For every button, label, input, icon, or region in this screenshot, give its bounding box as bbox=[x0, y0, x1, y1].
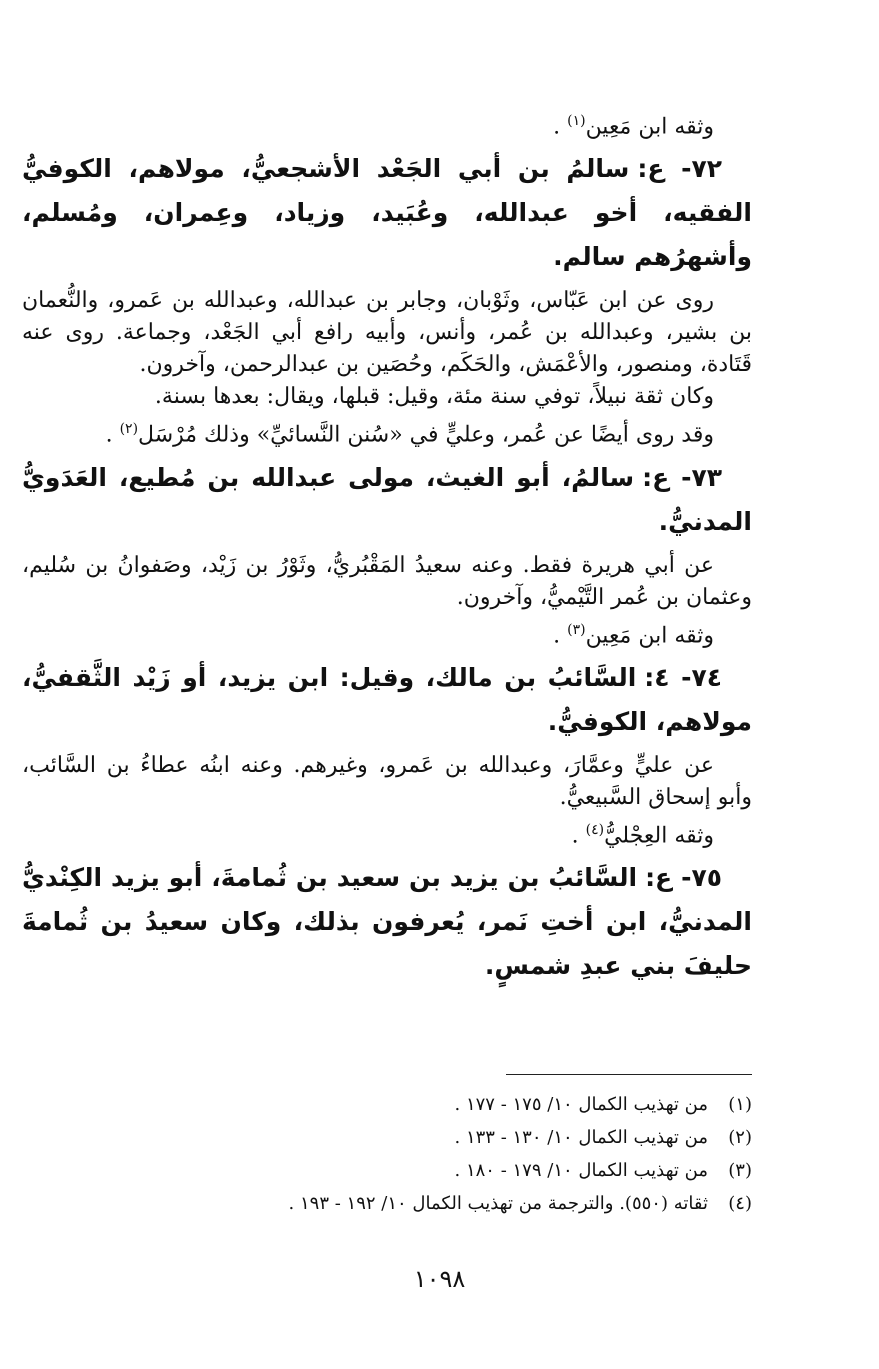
footnote-ref: (١) bbox=[567, 113, 586, 129]
paragraph-text: وثقه ابن مَعِين bbox=[585, 622, 714, 648]
paragraph-text: وقد روى أيضًا عن عُمر، وعليٍّ في «سُنن النَّسائيِّ» وذلك مُرْسَل bbox=[138, 422, 714, 448]
footnote-ref: (٤) bbox=[585, 821, 605, 838]
entry-title: سالمُ بن أبي الجَعْد الأشجعيُّ، مولاهم، الكوفيُّ الفقيه، أخو عبدالله، وعُبَيد، وزياد، وعِمران، ومُسلم، وأشهرُهم سالم. bbox=[22, 154, 752, 272]
entry-number: ٧٢- ع: bbox=[637, 154, 722, 184]
footnote-item bbox=[22, 1121, 752, 1154]
footnote-mark: (٢) bbox=[728, 1127, 752, 1148]
footnote-ref: (٢) bbox=[119, 421, 139, 438]
footnote-text: من تهذيب الكمال ١٠/ ١٣٠ - ١٣٣ . bbox=[454, 1127, 708, 1148]
footnote-text: من تهذيب الكمال ١٠/ ١٧٥ - ١٧٧ . bbox=[454, 1094, 708, 1115]
page-body bbox=[22, 105, 752, 994]
page-number: ١٠٩٨ bbox=[413, 1265, 466, 1293]
entry-number: ٧٣- ع: bbox=[642, 462, 722, 492]
footnote-item bbox=[22, 1187, 752, 1220]
text-line: وثقه ابن مَعِين$^{(١)}$ . bbox=[553, 113, 714, 140]
line-text: وثقه ابن مَعِين bbox=[585, 114, 714, 140]
footnote-item bbox=[22, 1088, 752, 1121]
paragraph: وثقه ابن مَعِين$^{(٣)}$ . bbox=[553, 621, 714, 648]
footnote-text: ثقاته (٥٥٠). والترجمة من تهذيب الكمال ١٠/ ١٩٢ - ١٩٣ . bbox=[288, 1193, 708, 1214]
footnote-item bbox=[22, 1154, 752, 1187]
paragraph: وثقه العِجْليُّ$^{(٤)}$ . bbox=[571, 821, 714, 849]
entry-heading-73 bbox=[22, 456, 752, 544]
paragraph: روى عن ابن عَبّاس، وثَوْبان، وجابر بن عبدالله، وعبدالله بن عَمرو، والنُّعمان بن بشير، وعبدالله بن عُمر، وأنس، وأبيه رافع أبي الجَعْد، وجماعة. روى عنه قَتَادة، ومنصور، والأعْمَش، والحَكَم، وحُصَين بن عبدالرحمن، وآخرون. bbox=[22, 288, 752, 378]
footnote-ref: (٣) bbox=[567, 621, 586, 638]
paragraph: وكان ثقة نبيلاً، توفي سنة مئة، وقيل: قبلها، ويقال: بعدها بسنة. bbox=[154, 384, 714, 410]
paragraph: وقد روى أيضًا عن عُمر، وعليٍّ في «سُنن النَّسائيِّ» وذلك مُرْسَل$^{(٢)}$ . bbox=[105, 421, 714, 448]
footnote-mark: (٤) bbox=[728, 1193, 752, 1214]
entry-heading-72 bbox=[22, 147, 752, 279]
paragraph: عن أبي هريرة فقط. وعنه سعيدُ المَقْبُريُّ، وثَوْرُ بن زَيْد، وصَفوانُ بن سُليم، وعثمان بن عُمر التَّيْميُّ، وآخرون. bbox=[22, 552, 752, 610]
paragraph: عن عليٍّ وعمَّارَ، وعبدالله بن عَمرو، وغيرهم. وعنه ابنُه عطاءُ بن السَّائب، وأبو إسحاق السَّبيعيُّ. bbox=[22, 752, 752, 810]
footnote-mark: (٣) bbox=[728, 1160, 752, 1181]
footnotes bbox=[22, 1088, 752, 1220]
footnote-text: من تهذيب الكمال ١٠/ ١٧٩ - ١٨٠ . bbox=[454, 1160, 708, 1181]
footnote-mark: (١) bbox=[728, 1094, 752, 1115]
entry-title: السَّائبُ بن يزيد بن سعيد بن ثُمامةَ، أبو يزيد الكِنْديُّ المدنيُّ، ابن أختِ نَمر، يُعرفون بذلك، وكان سعيدُ بن ثُمامةَ حليفَ بني عبدِ شمسٍ. bbox=[22, 863, 752, 981]
entry-heading-75 bbox=[22, 856, 752, 988]
footnote-divider bbox=[506, 1074, 752, 1075]
paragraph-text: وثقه العِجْليُّ bbox=[604, 823, 714, 849]
entry-title: سالمُ، أبو الغيث، مولى عبدالله بن مُطيع، العَدَويُّ المدنيُّ. bbox=[22, 462, 752, 536]
entry-number: ٧٤- ٤: bbox=[644, 662, 722, 692]
entry-heading-74 bbox=[22, 656, 752, 744]
entry-number: ٧٥- ع: bbox=[645, 863, 722, 893]
entry-title: السَّائبُ بن مالك، وقيل: ابن يزيد، أو زَيْد الثَّقفيُّ، مولاهم، الكوفيُّ. bbox=[22, 662, 752, 736]
